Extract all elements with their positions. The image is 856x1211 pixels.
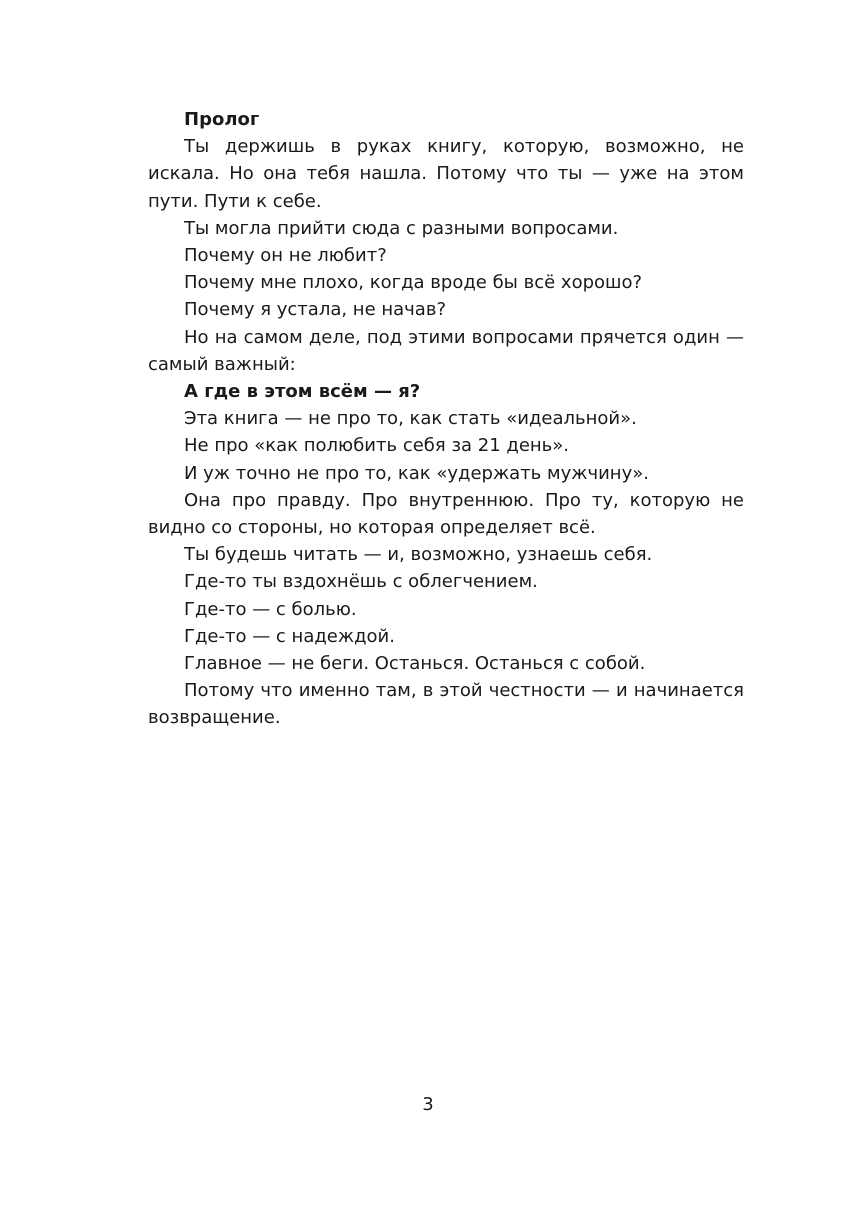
key-question: А где в этом всём — я?	[184, 381, 421, 403]
prologue-heading: Пролог	[184, 109, 260, 130]
paragraph: Потому что именно там, в этой честности — и начинается возвращение.	[148, 680, 744, 729]
paragraph: И уж точно не про то, как «удержать мужчину».	[184, 462, 649, 484]
paragraph: Почему он не любит?	[184, 245, 387, 267]
paragraph: Почему я устала, не начав?	[184, 299, 446, 321]
prologue-text	[148, 106, 744, 732]
paragraph: Но на самом деле, под этими вопросами прячется один — самый важный:	[148, 326, 744, 375]
paragraph: Ты будешь читать — и, возможно, узнаешь себя.	[184, 544, 653, 566]
page-number: 3	[422, 1094, 434, 1115]
paragraph: Главное — не беги. Останься. Останься с собой.	[184, 653, 646, 675]
paragraph: Где-то — с болью.	[184, 598, 357, 620]
paragraph: Она про правду. Про внутреннюю. Про ту, которую не видно со стороны, но которая определяет всё.	[148, 489, 744, 539]
paragraph: Ты могла прийти сюда с разными вопросами.	[184, 217, 619, 239]
paragraph: Ты держишь в руках книгу, которую, возможно, не искала. Но она тебя нашла. Потому что ты — уже на этом пути. Пути к себе.	[148, 136, 744, 212]
paragraph: Почему мне плохо, когда вроде бы всё хорошо?	[184, 272, 643, 294]
paragraph: Эта книга — не про то, как стать «идеальной».	[184, 408, 637, 430]
paragraph: Где-то ты вздохнёшь с облегчением.	[184, 571, 538, 593]
paragraph: Где-то — с надеждой.	[184, 625, 395, 647]
paragraph: Не про «как полюбить себя за 21 день».	[184, 435, 570, 457]
